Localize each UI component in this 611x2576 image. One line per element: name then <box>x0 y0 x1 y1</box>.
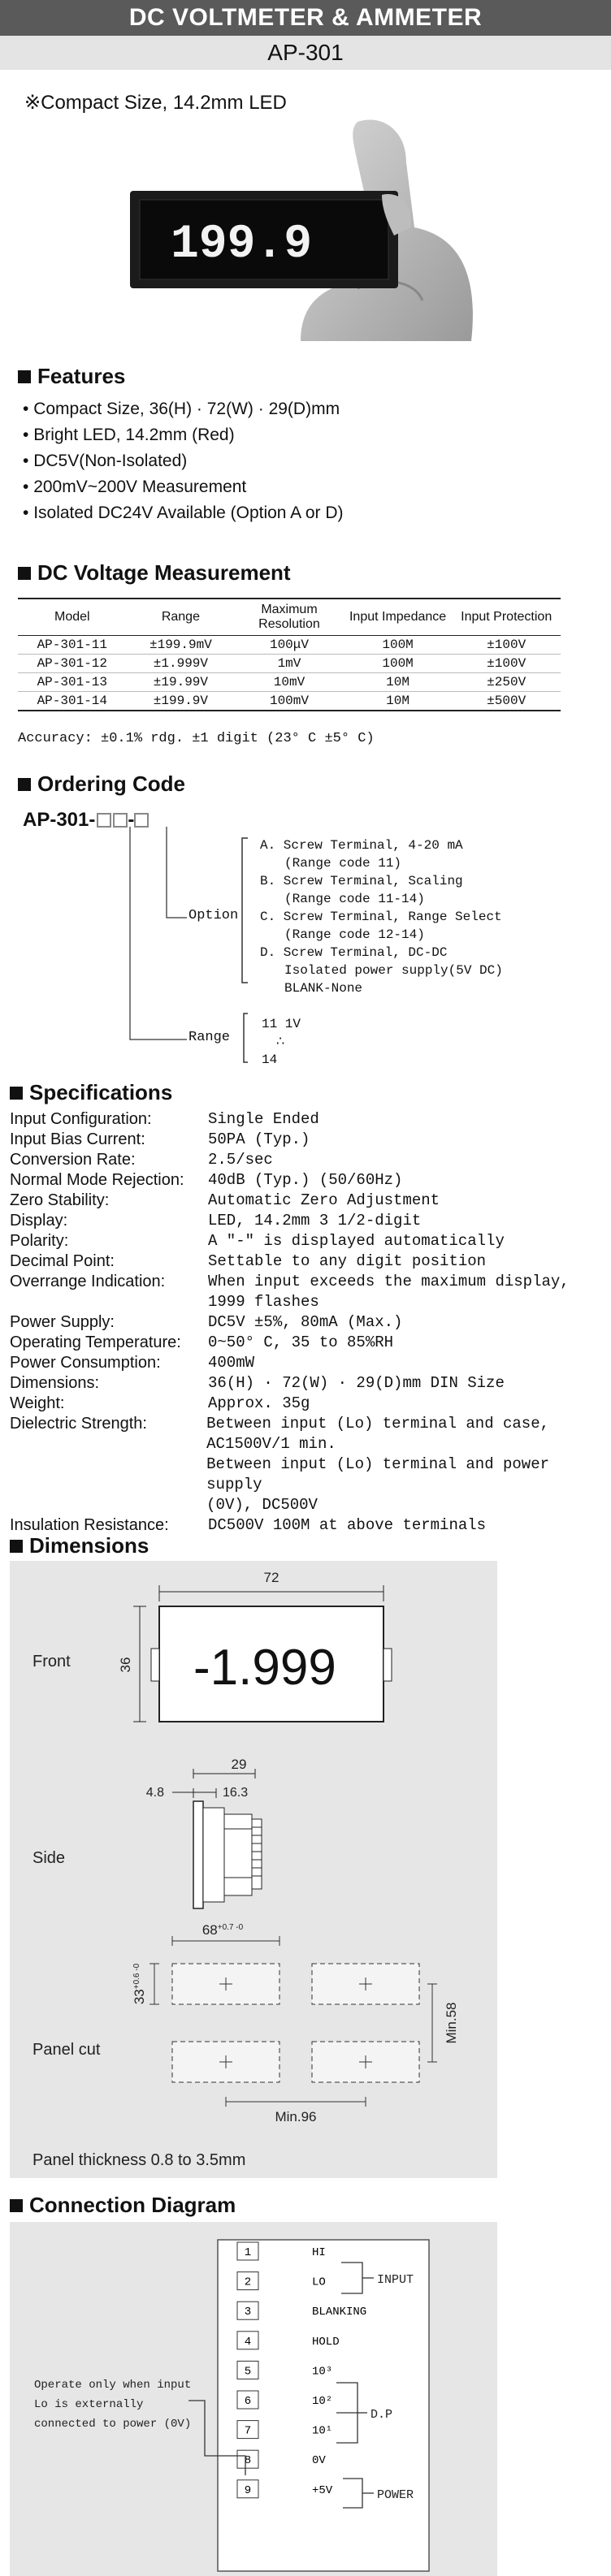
spec-row <box>10 1414 611 1515</box>
spec-value-line: Automatic Zero Adjustment <box>208 1191 440 1209</box>
spec-value-line: LED, 14.2mm 3 1/2-digit <box>208 1212 422 1230</box>
spec-label: Overrange Indication: <box>10 1273 166 1290</box>
spec-value <box>206 1414 611 1515</box>
spec-value <box>208 1109 319 1130</box>
model-number: AP-301 <box>0 36 611 70</box>
list-item: • DC5V(Non-Isolated) <box>23 452 188 470</box>
spec-value-line: 2.5/sec <box>208 1151 273 1169</box>
dimensions-drawing <box>10 1561 497 2178</box>
terminal-pin-label: +5V <box>312 2483 333 2497</box>
spec-label: Input Bias Current: <box>10 1130 145 1148</box>
spec-label: Operating Temperature: <box>10 1333 181 1351</box>
spec-row <box>10 1109 611 1130</box>
spec-label: Conversion Rate: <box>10 1151 136 1169</box>
terminal-pin-number: 3 <box>244 2306 252 2319</box>
product-photo <box>114 114 504 341</box>
table-row: AP-301-14 ±199.9V 100mV 10M ±500V <box>18 692 561 711</box>
terminal-pin-number: 5 <box>244 2365 252 2379</box>
connection-note-line-3: connected to power (0V) <box>34 2418 192 2431</box>
spec-value <box>208 1150 273 1170</box>
input-group-label: INPUT <box>377 2273 414 2287</box>
dimensions-heading: Dimensions <box>10 1533 149 1558</box>
spec-row <box>10 1130 611 1150</box>
spec-value <box>208 1251 486 1272</box>
side-view <box>172 1769 262 1908</box>
column-header: Maximum Resolution <box>235 599 344 636</box>
terminal-pin-label: HI <box>312 2246 326 2259</box>
terminal-pin-number: 8 <box>244 2454 252 2468</box>
terminal-pin-label: HOLD <box>312 2335 340 2349</box>
spec-value-line: 0~50° C, 35 to 85%RH <box>208 1333 394 1351</box>
terminal-pin-number: 1 <box>244 2246 252 2259</box>
side-a-label: 4.8 <box>145 1786 164 1800</box>
spec-value <box>208 1130 310 1150</box>
section-marker-icon <box>18 370 31 383</box>
connection-heading: Connection Diagram <box>10 2193 236 2218</box>
terminal-pin-number: 9 <box>244 2483 252 2497</box>
spec-value-line: Approx. 35g <box>208 1394 310 1412</box>
section-marker-icon <box>18 778 31 791</box>
spec-value-line: 1999 flashes <box>208 1293 319 1311</box>
side-view-label: Side <box>32 1849 66 1867</box>
option-list: A. Screw Terminal, 4-20 mA (Range code 11) B. Screw Terminal, Scaling (Range code 11-14) C. Screw Terminal, Range Select (Range code 12-14) D. Screw Terminal, DC-DC Isolated power supply(5V DC) BLANK-None <box>260 838 503 996</box>
features-heading: Features <box>18 364 125 389</box>
spec-value <box>208 1333 393 1353</box>
connection-note-line-2: Lo is externally <box>34 2398 144 2411</box>
spec-label: Input Configuration: <box>10 1110 152 1128</box>
min-vertical-label: Min.58 <box>444 2002 459 2044</box>
terminal-pin-label: 10² <box>312 2395 333 2408</box>
spec-value-line: Single Ended <box>208 1110 319 1128</box>
features-list <box>23 396 344 526</box>
spec-label: Polarity: <box>10 1232 69 1250</box>
spec-row <box>10 1353 611 1373</box>
panel-cut-label: Panel cut <box>32 2041 101 2059</box>
spec-label: Weight: <box>10 1394 65 1412</box>
spec-label: Power Supply: <box>10 1313 115 1331</box>
spec-value-line: A "-" is displayed automatically <box>208 1232 505 1250</box>
spec-row <box>10 1251 611 1272</box>
side-total-label: 29 <box>231 1757 247 1772</box>
spec-row <box>10 1211 611 1231</box>
front-height-label: 36 <box>118 1657 133 1673</box>
spec-value <box>208 1353 254 1373</box>
connection-note-line-1: Operate only when input <box>34 2379 192 2392</box>
column-header: Input Impedance <box>344 599 453 636</box>
connection-drawing <box>10 2222 497 2576</box>
terminal-pin-number: 2 <box>244 2276 252 2289</box>
cut-height-label: $33^{+0.6 -0}$ <box>132 1963 147 2005</box>
meter-display-digits: 199.9 <box>171 218 313 271</box>
range-list: 11 1V ∴ 14 <box>262 1017 301 1067</box>
terminal-pin-number: 4 <box>244 2335 252 2349</box>
spec-label: Dielectric Strength: <box>10 1415 147 1433</box>
spec-value <box>208 1272 570 1312</box>
ordering-heading: Ordering Code <box>18 772 185 797</box>
section-marker-icon <box>10 2199 23 2212</box>
table-row: AP-301-13 ±19.99V 10mV 10M ±250V <box>18 673 561 692</box>
terminal-pin-label: BLANKING <box>312 2306 367 2319</box>
spec-label: Dimensions: <box>10 1374 100 1392</box>
cut-width-label: $68^{+0.7 -0}$ <box>202 1922 244 1938</box>
power-group-label: POWER <box>377 2488 414 2502</box>
column-header: Input Protection <box>452 599 561 636</box>
spec-label: Insulation Resistance: <box>10 1516 169 1534</box>
tagline: ※Compact Size, 14.2mm LED <box>24 92 287 114</box>
spec-value-line: Between input (Lo) terminal and power supply <box>206 1455 550 1493</box>
table-header-row <box>18 599 561 636</box>
min-horizontal-label: Min.96 <box>275 2109 317 2124</box>
voltage-heading: DC Voltage Measurement <box>18 560 291 586</box>
spec-row <box>10 1373 611 1394</box>
spec-value <box>208 1231 505 1251</box>
spec-value-line: DC5V ±5%, 80mA (Max.) <box>208 1313 403 1331</box>
spec-row <box>10 1170 611 1191</box>
spec-value-line: 50PA (Typ.) <box>208 1130 310 1148</box>
document-title: DC VOLTMETER & AMMETER <box>0 0 611 36</box>
spec-label: Normal Mode Rejection: <box>10 1171 184 1189</box>
ordering-code: AP-301- - <box>23 809 149 832</box>
spec-value <box>208 1211 421 1231</box>
spec-label: Decimal Point: <box>10 1252 115 1270</box>
connection-panel <box>10 2222 497 2576</box>
panel-cut-view <box>150 1936 437 2107</box>
list-item: • Compact Size, 36(H) · 72(W) · 29(D)mm <box>23 400 340 418</box>
spec-value-line: (0V), DC500V <box>206 1496 318 1514</box>
spec-row <box>10 1333 611 1353</box>
spec-row <box>10 1272 611 1312</box>
front-display: -1.999 <box>193 1640 336 1696</box>
table-row: AP-301-12 ±1.999V 1mV 100M ±100V <box>18 655 561 673</box>
spec-value-line: 400mW <box>208 1354 255 1372</box>
accuracy-note: Accuracy: ±0.1% rdg. ±1 digit (23° C ±5° C) <box>18 731 375 746</box>
spec-value-line: DC500V 100M at above terminals <box>208 1516 487 1534</box>
spec-row <box>10 1150 611 1170</box>
spec-value <box>208 1515 486 1536</box>
terminal-pin-label: LO <box>312 2276 326 2289</box>
voltage-table <box>18 598 561 711</box>
spec-value-line: Settable to any digit position <box>208 1252 487 1270</box>
front-width-label: 72 <box>263 1570 280 1585</box>
spec-value <box>208 1373 505 1394</box>
front-view-label: Front <box>32 1653 71 1671</box>
spec-label: Display: <box>10 1212 68 1230</box>
dp-group-label: D.P <box>370 2408 393 2422</box>
section-marker-icon <box>10 1087 23 1100</box>
spec-row <box>10 1312 611 1333</box>
spec-row <box>10 1394 611 1414</box>
range-label: Range <box>188 1030 231 1045</box>
spec-value <box>208 1394 310 1414</box>
option-label: Option <box>188 908 239 923</box>
spec-value <box>208 1170 402 1191</box>
list-item: • 200mV~200V Measurement <box>23 478 247 496</box>
spec-value <box>208 1191 440 1211</box>
spec-value-line: AC1500V/1 min. <box>206 1435 336 1453</box>
spec-value-line: 36(H) · 72(W) · 29(D)mm DIN Size <box>208 1374 505 1392</box>
spec-value <box>208 1312 402 1333</box>
panel-thickness-note: Panel thickness 0.8 to 3.5mm <box>32 2151 246 2169</box>
terminal-pin-label: 10¹ <box>312 2424 333 2438</box>
spec-row <box>10 1231 611 1251</box>
terminal-pin-number: 7 <box>244 2424 252 2438</box>
spec-row <box>10 1191 611 1211</box>
column-header: Range <box>127 599 236 636</box>
spec-label: Zero Stability: <box>10 1191 110 1209</box>
specifications-list <box>10 1109 611 1536</box>
list-item: • Isolated DC24V Available (Option A or D) <box>23 504 344 522</box>
column-header: Model <box>18 599 127 636</box>
terminal-pin-label: 0V <box>312 2454 326 2468</box>
spec-label: Power Consumption: <box>10 1354 161 1372</box>
section-marker-icon <box>18 567 31 580</box>
side-b-label: 16.3 <box>223 1786 249 1800</box>
dimensions-panel <box>10 1561 497 2178</box>
terminal-pin-number: 6 <box>244 2395 252 2408</box>
specifications-heading: Specifications <box>10 1080 172 1105</box>
spec-value-line: 40dB (Typ.) (50/60Hz) <box>208 1171 403 1189</box>
section-marker-icon <box>10 1540 23 1553</box>
spec-value-line: Between input (Lo) terminal and case, <box>206 1415 550 1433</box>
table-row: AP-301-11 ±199.9mV 100μV 100M ±100V <box>18 636 561 655</box>
terminal-pin-label: 10³ <box>312 2365 333 2379</box>
list-item: • Bright LED, 14.2mm (Red) <box>23 426 235 444</box>
spec-value-line: When input exceeds the maximum display, <box>208 1273 570 1290</box>
